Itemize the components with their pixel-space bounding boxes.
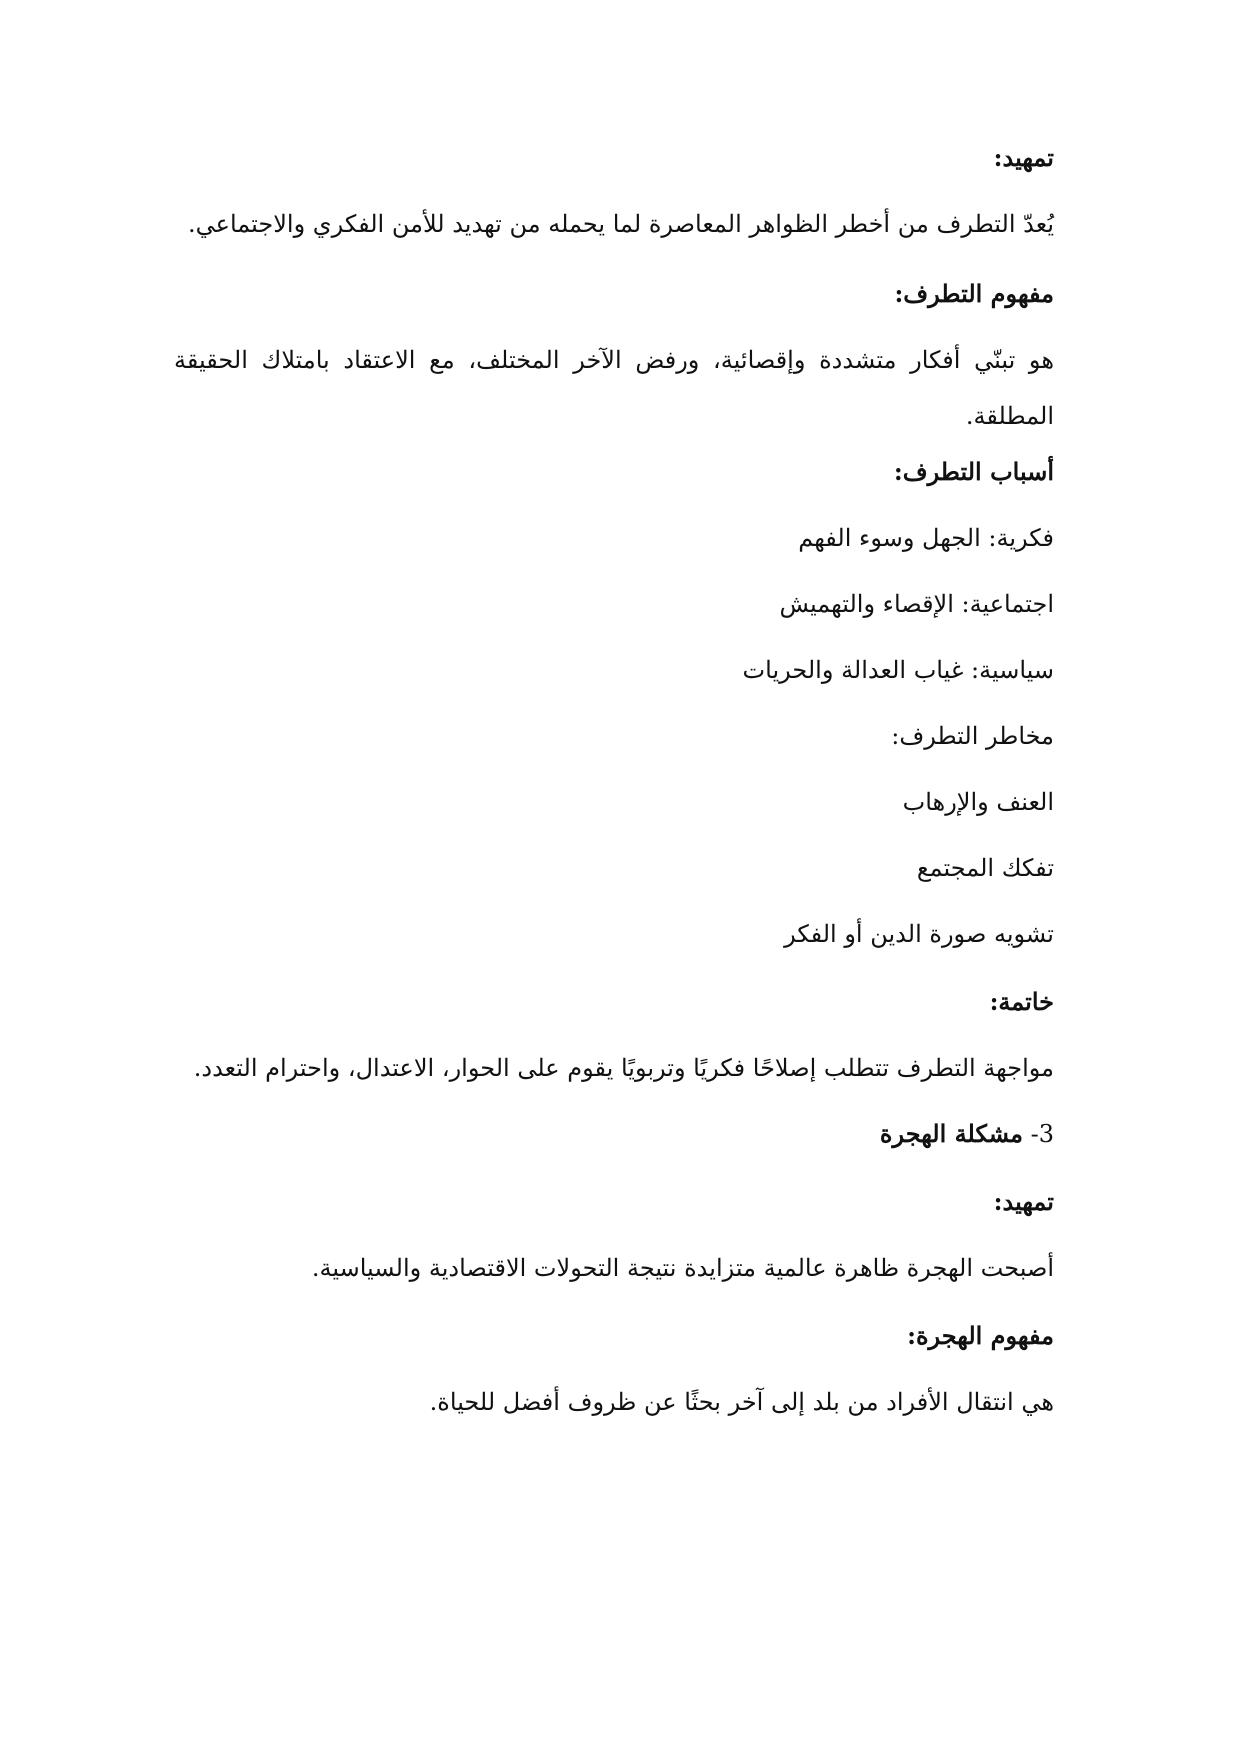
- migration-title-text: مشكلة الهجرة: [879, 1119, 1023, 1148]
- cause-item: سياسية: غياب العدالة والحريات: [742, 656, 1054, 684]
- causes-heading: أسباب التطرف:: [893, 457, 1054, 486]
- concept-heading: مفهوم التطرف:: [894, 279, 1054, 308]
- dangers-heading: مخاطر التطرف:: [891, 722, 1054, 750]
- migration-intro-paragraph: أصبحت الهجرة ظاهرة عالمية متزايدة نتيجة التحولات الاقتصادية والسياسية.: [311, 1254, 1054, 1282]
- migration-number: 3-: [1030, 1120, 1054, 1148]
- migration-intro-heading: تمهيد:: [993, 1187, 1054, 1216]
- migration-title: [174, 1116, 1054, 1152]
- danger-item: تشويه صورة الدين أو الفكر: [784, 920, 1054, 948]
- concept-paragraph: هو تبنّي أفكار متشددة وإقصائية، ورفض الآخر المختلف، مع الاعتقاد بامتلاك الحقيقة المطلقة.: [174, 346, 1054, 430]
- conclusion-paragraph: مواجهة التطرف تتطلب إصلاحًا فكريًا وتربويًا يقوم على الحوار، الاعتدال، واحترام التعدد.: [193, 1054, 1054, 1082]
- migration-concept-heading: مفهوم الهجرة:: [907, 1321, 1054, 1350]
- cause-item: اجتماعية: الإقصاء والتهميش: [779, 590, 1054, 618]
- danger-item: تفكك المجتمع: [916, 854, 1054, 882]
- danger-item: العنف والإرهاب: [902, 788, 1054, 816]
- migration-concept-paragraph: هي انتقال الأفراد من بلد إلى آخر بحثًا عن ظروف أفضل للحياة.: [429, 1388, 1054, 1416]
- conclusion-heading: خاتمة:: [989, 987, 1054, 1016]
- cause-item: فكرية: الجهل وسوء الفهم: [798, 524, 1054, 552]
- intro-paragraph: يُعدّ التطرف من أخطر الظواهر المعاصرة لما يحمله من تهديد للأمن الفكري والاجتماعي.: [188, 210, 1054, 238]
- intro-heading: تمهيد:: [993, 143, 1054, 172]
